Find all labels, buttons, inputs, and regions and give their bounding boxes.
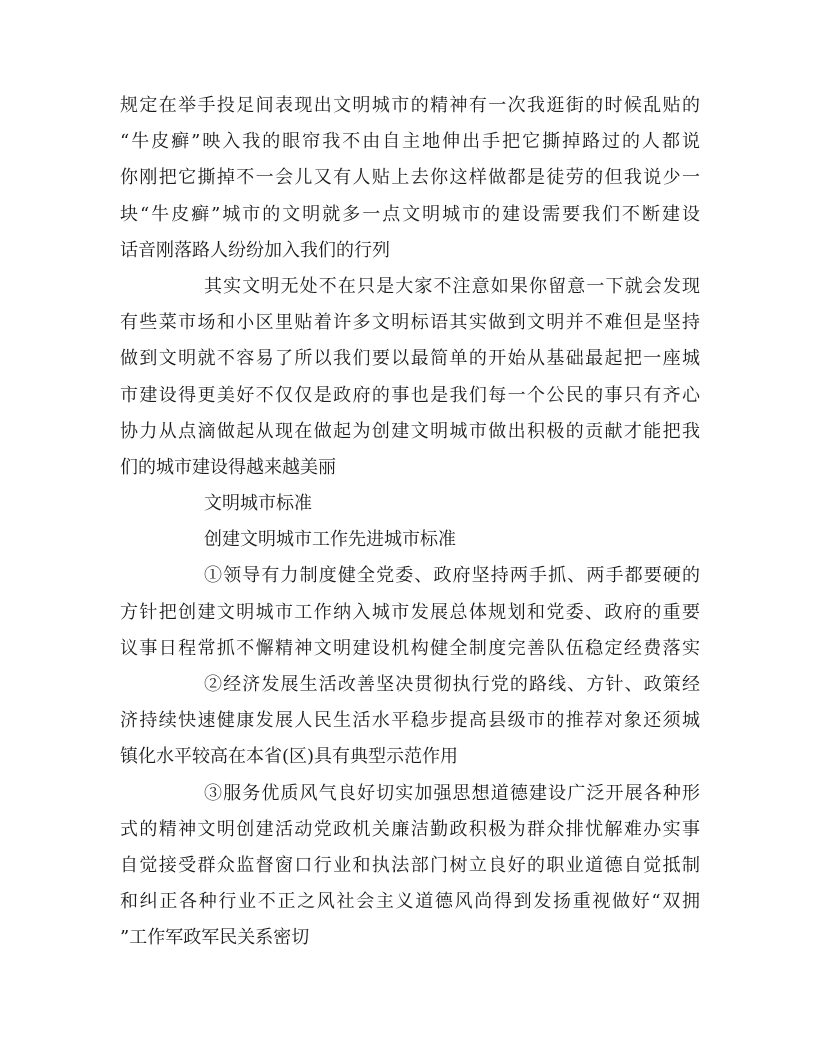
text-line: 自觉接受群众监督窗口行业和执法部门树立良好的职业道德自觉抵制 [120, 854, 700, 876]
text-line: 式的精神文明创建活动党政机关廉洁勤政积极为群众排忧解难办实事 [120, 818, 700, 840]
document-page [120, 88, 700, 957]
text-line: “牛皮癣”映入我的眼帘我不由自主地伸出手把它撕掉路过的人都说 [120, 131, 700, 153]
list-item-first-line: ③服务优质风气良好切实加强思想道德建设广泛开展各种形 [204, 782, 700, 804]
text-line: 规定在举手投足间表现出文明城市的精神有一次我逛街的时候乱贴的 [120, 95, 700, 116]
text-line: 协力从点滴做起从现在做起为创建文明城市做出积极的贡献才能把我 [120, 420, 700, 442]
text-line: 济持续快速健康发展人民生活水平稳步提高县级市的推荐对象还须城 [120, 710, 700, 732]
paragraph-first-line: 其实文明无处不在只是大家不注意如果你留意一下就会发现 [204, 275, 700, 297]
text-line: ”工作军政军民关系密切 [120, 927, 310, 949]
section-subheading: 创建文明城市工作先进城市标准 [204, 529, 456, 551]
text-line: 做到文明就不容易了所以我们要以最简单的开始从基础最起把一座城 [120, 348, 700, 370]
text-line: 话音刚落路人纷纷加入我们的行列 [120, 239, 390, 261]
text-line: 议事日程常抓不懈精神文明建设机构健全制度完善队伍稳定经费落实 [120, 637, 700, 659]
text-line: 块“牛皮癣”城市的文明就多一点文明城市的建设需要我们不断建设 [120, 203, 700, 225]
text-line: 市建设得更美好不仅仅是政府的事也是我们每一个公民的事只有齐心 [120, 384, 700, 406]
text-line: 你刚把它撕掉不一会儿又有人贴上去你这样做都是徒劳的但我说少一 [120, 167, 700, 189]
text-line: 有些菜市场和小区里贴着许多文明标语其实做到文明并不难但是坚持 [120, 312, 700, 334]
text-line: 方针把创建文明城市工作纳入城市发展总体规划和党委、政府的重要 [120, 601, 700, 623]
text-line: 和纠正各种行业不正之风社会主义道德风尚得到发扬重视做好“双拥 [120, 891, 700, 913]
list-item-first-line: ①领导有力制度健全党委、政府坚持两手抓、两手都要硬的 [204, 565, 700, 587]
text-line: 们的城市建设得越来越美丽 [120, 456, 336, 478]
list-item-first-line: ②经济发展生活改善坚决贯彻执行党的路线、方针、政策经 [204, 674, 700, 695]
text-line: 镇化水平较高在本省(区)具有典型示范作用 [120, 746, 459, 768]
section-heading: 文明城市标准 [204, 493, 312, 515]
